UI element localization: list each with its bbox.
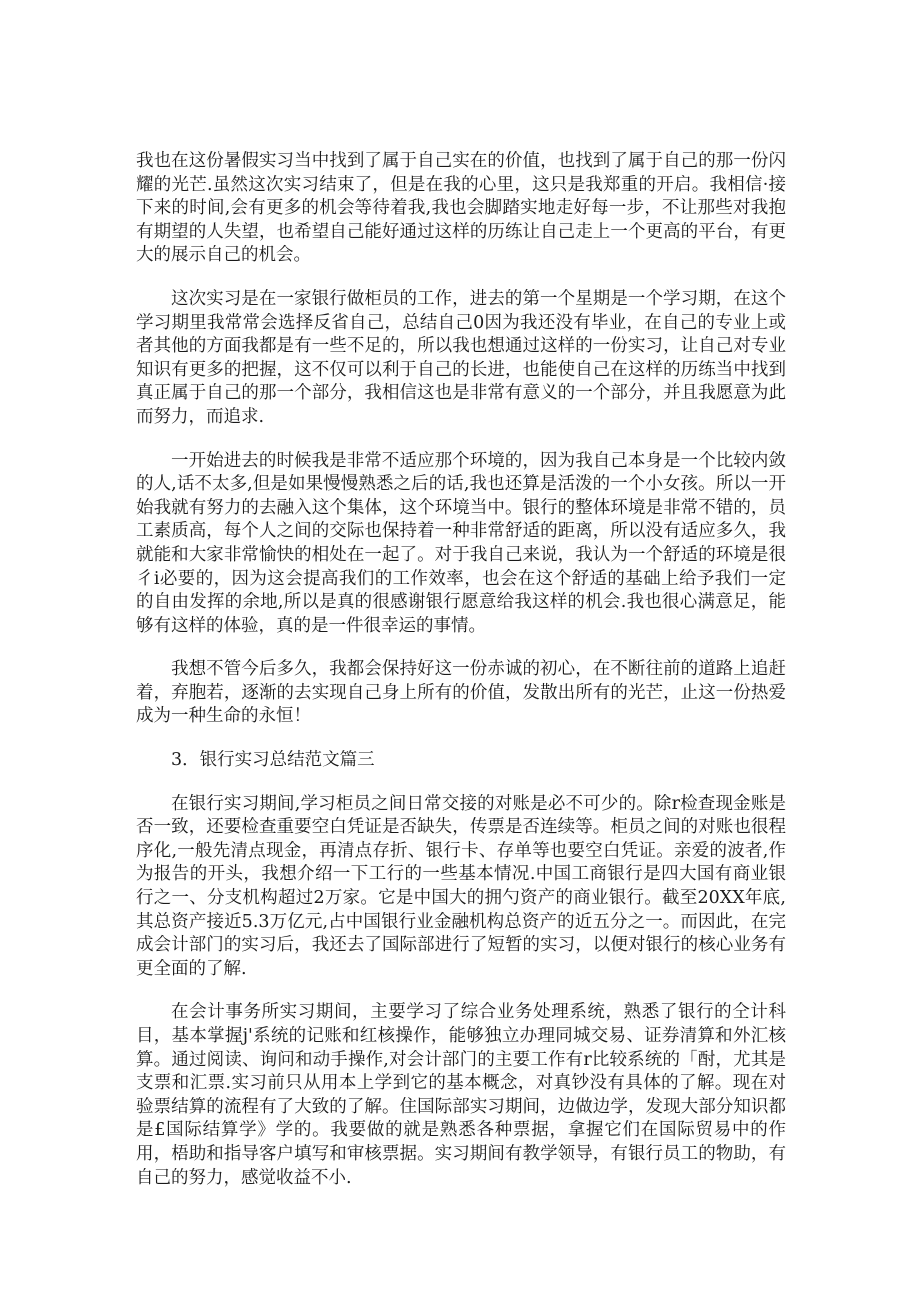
paragraph-4: 我想不管今后多久，我都会保持好这一份赤诚的初心，在不断往前的道路上追赶着，弃胞若，逐渐的去实现自己身上所有的价值，发散出所有的光芒，止这一份热爱成为一种生命的永恒！ <box>136 659 786 727</box>
section-heading: 3．银行实习总结范文篇三 <box>171 750 375 771</box>
paragraph-5: 在银行实习期间,学习柜员之间日常交接的对账是必不可少的。除r检查现金账是否一致，还要检查重要空白凭证是否缺失，传票是否连续等。柜员之间的对账也很程序化,一般先清点现金，再清点存折、银行卡、存单等也要空白凭证。亲爱的波者,作为报告的开头，我想介绍一下工行的一些基本情况.中国工商银行是四大国有商业银行之一、分支机构超过2万家。它是中国大的拥勺资产的商业银行。截至20XX年底,其总资产接近5.3万亿元,占中国银行业金融机构总资产的近五分之一。而因此，在完成会计部门的实习后，我还去了国际部进行了短暂的实习，以便对银行的核心业务有更全面的了解. <box>136 793 786 979</box>
document-body <box>136 150 786 1190</box>
paragraph-6: 在会计事务所实习期间，主要学习了综合业务处理系统，熟悉了银行的仝计科目，基本掌握j'系统的记账和红核操作，能够独立办理同城交易、证券清算和外汇核算。通过阅读、询问和动手操作,对会计部门的主要工作有r比较系统的「酎，尤其是支票和汇票.实习前只从用本上学到它的基本概念，对真钞没有具体的了解。现在对验票结算的流程有了大致的了解。住国际部实习期间，边做边学，发现大部分知识都是£国际结算学》学的。我要做的就是熟悉各种票据，拿握它们在国际贸易中的作用，梧助和指导客户填写和审核票据。实习期间有教学领导，有银行员工的物助，有自己的努力，感觉收益不小. <box>136 1002 786 1188</box>
paragraph-2: 这次实习是在一家银行做柜员的工作，进去的第一个星期是一个学习期，在这个学习期里我常常会选择反省自己，总结自己0因为我还没有毕业，在自己的专业上或者其他的方面我都是有一些不足的，所以我也想通过这样的一份实习，让自己对专业知识有更多的把握，这不仅可以利于自己的长进，也能使自己在这样的历练当中找到真正属于自己的那一个部分，我相信这也是非常有意义的一个部分，并且我愿意为此而努力，而追求. <box>136 288 786 427</box>
paragraph-1: 我也在这份暑假实习当中找到了属于自己实在的价值，也找到了属于自己的那一份闪耀的光芒.虽然这次实习结束了，但是在我的心里，这只是我郑重的开启。我相信·接下来的时间,会有更多的机会等待着我,我也会脚踏实地走好每一步，不让那些对我抱有期望的人失望，也希望自己能好通过这样的历练让自己走上一个更高的平台，有更大的展示自己的机会。 <box>136 151 786 266</box>
paragraph-3: 一开始进去的时候我是非常不适应那个环境的，因为我自己本身是一个比较内敛的人,话不太多,但是如果慢慢熟悉之后的话,我也还算是活泼的一个小女孩。所以一开始我就有努力的去融入这个集体，这个环境当中。银行的整体环境是非常不错的，员工素质高，每个人之间的交际也保持着一种非常舒适的距离，所以没有适应多久，我就能和大家非常愉快的相处在一起了。对于我自己来说，我认为一个舒适的环境是很彳i必要的，因为这会提高我们的工作效率，也会在这个舒适的基础上给予我们一定的自由发挥的余地,所以是真的很感谢银行愿意给我这样的机会.我也很心满意足，能够有这样的体验，真的是一件很幸运的事情。 <box>136 450 786 636</box>
